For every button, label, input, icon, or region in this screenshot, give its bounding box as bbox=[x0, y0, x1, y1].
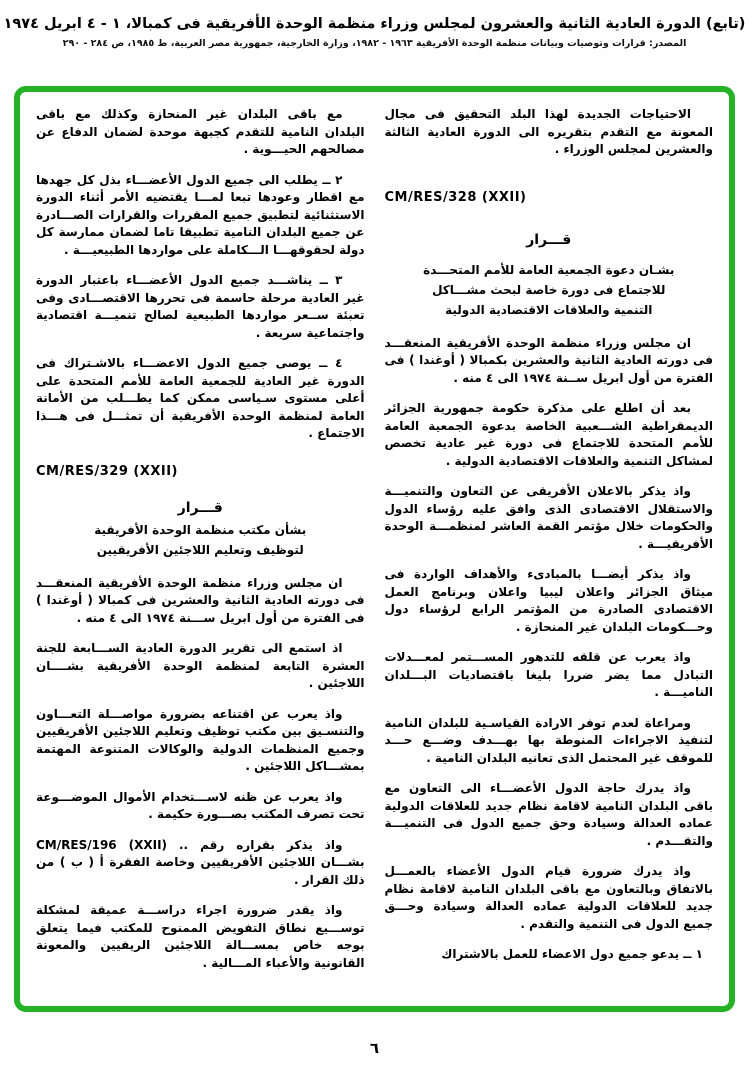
numbered-item: ١ ــ يدعو جميع دول الاعضاء للعمل بالاشتراك bbox=[441, 947, 703, 961]
resolution-ref-328: CM/RES/328 (XXII) bbox=[384, 189, 527, 205]
column-right bbox=[385, 106, 714, 998]
header-source-line: المصدر: قرارات وتوصيات وبيانات منظمة الوحدة الأفريقية ١٩٦٣ - ١٩٨٢، وزارة الخارجية، جمهورية مصر العربية، ط ١٩٨٥، ص ٢٨٤ - ٢٩٠ bbox=[62, 38, 687, 49]
content-frame bbox=[14, 86, 735, 1012]
resolution-subtitle bbox=[385, 260, 714, 320]
paragraph: اذ استمع الى تقرير الدورة العادية الســـابعة للجنة العشرة التابعة لمنظمة الوحدة الأفريقية بشــــان اللاجئين . bbox=[36, 641, 365, 690]
paragraph: واذ يقدر ضرورة اجراء دراســـة عميقة لمشكلة توســـيع نطاق التفويض الممنوح للمكتب فيما يتعلق بوجه خاص بمســـالة اللاجئين الريفيين والمعونة القانونية والأعباء المـــالية . bbox=[36, 903, 365, 970]
resolution-subtitle-line: لتوظيف وتعليم اللاجئين الأفريقيين bbox=[96, 542, 304, 557]
numbered-item: ٤ ــ يوصى جميع الدول الاعضـــاء بالاشـتراك فى الدورة غير العادية للجمعية العامة للأمم المتحدة على أعلى مستوى سـياسى ممكن كما يطـــلب من الأمانة العامة لمنظمة الوحدة الأفريقية أن تمثـــل فى هـــذا الاجتماع . bbox=[36, 356, 365, 440]
paragraph: ان مجلس وزراء منظمة الوحدة الأفريقية المنعقـــد فى دورته العادية الثانية والعشرين فى كمبالا ( أوغندا ) فى الفترة من أول ابريل ســـنة ١٩٧٤ الى ٤ منه . bbox=[36, 575, 365, 625]
paragraph: واذ يدرك ضرورة قيام الدول الأعضاء بالعمـــل بالاتفاق وبالتعاون مع باقى البلدان النامية لاقامة نظام جديد للعلاقات الدولية عماده العدالة وسيادة وحـــق جميع الدول فى التنمية والتقدم . bbox=[384, 864, 713, 931]
resolution-subtitle-line: بشأن مكتب منظمة الوحدة الأفريقية bbox=[94, 522, 307, 537]
paragraph: بعد أن اطلع على مذكرة حكومة جمهورية الجزائر الديمقراطية الشـــعبية الخاصة بدعوة الجمعية العامة للأمم المتحدة للاجتماع فى دورة غير عادية تخصص لمشاكل التنمية والعلاقات الاقتصادية الدولية . bbox=[384, 401, 713, 468]
paragraph: ان مجلس وزراء منظمة الوحدة الأفريقية المنعقـــد فى دورته العادية الثانية والعشرين بكمبالا ( أوغندا ) فى الفترة من أول ابريل ســنة ١٩٧٤ الى ٤ منه . bbox=[384, 335, 713, 385]
paragraph: واذ يذكر بالاعلان الأفريقى عن التعاون والتنميـــة والاستقلال الاقتصادى الذى وافق عليه رؤساء الدول والحكومات خلال مؤتمر القمة العاشر لمنظمـــة الوحدة الأفريقيـــة . bbox=[384, 484, 713, 551]
resolution-subtitle-line: للاجتماع فى دورة خاصة لبحث مشـــاكل bbox=[432, 282, 666, 297]
resolution-ref-329: CM/RES/329 (XXII) bbox=[36, 463, 178, 479]
paragraph: واذ يعرب عن قلقه للتدهور المســـتمر لمعـــدلات التبادل مما يضر ضررا بليغا باقتصاديات البـــلدان الناميـــة . bbox=[384, 650, 713, 699]
resolution-title: قـــرار bbox=[177, 500, 223, 516]
paragraph: واذ يذكر بقراره رقم .. CM/RES/196 (XXII) بشـــان اللاجئين الأفريقيين وخاصة الفقرة أ ( ب ) من ذلك القرار . bbox=[36, 837, 365, 887]
column-left bbox=[36, 106, 365, 998]
paragraph: واذ يذكر أيضـــا بالمبادىء والأهداف الواردة فى ميثاق الجزائر واعلان ليبيا واعلان وبرنامج العمل الاقتصادى الصادرة من المؤتمر الرابع لرؤساء دول وحـــكومات البلدان غير المنحازة . bbox=[384, 567, 713, 634]
two-column-layout bbox=[36, 106, 713, 998]
numbered-item: ٣ ــ يناشـــد جميع الدول الأعضـــاء باعتبار الدورة غير العادية مرحلة حاسمة فى تحررها الاقتصـــادى وفى تعبئة ســعر مواردها الطبيعية لصالح تنميـــة اقتصادية واجتماعية سريعة . bbox=[36, 273, 365, 340]
page-header bbox=[0, 16, 749, 49]
resolution-subtitle-line: التنمية والعلاقات الاقتصادية الدولية bbox=[445, 302, 653, 317]
paragraph: مع باقى البلدان غير المنحازة وكذلك مع باقى البلدان النامية للتقدم كجبهة موحدة لضمان الدفاع عن مصالحهم الحيـــوية . bbox=[36, 107, 365, 156]
paragraph: واذ يدرك حاجة الدول الأعضـــاء الى التعاون مع باقى البلدان النامية لاقامة نظام جديد للعلاقات الدولية عماده العدالة وسيادة وحق جميع الدول فى التنميـــة والتقـــدم . bbox=[384, 781, 713, 848]
paragraph: ومراعاة لعدم توفر الارادة القياسـية للبلدان النامية لتنفيذ الاجراءات المنوطة بها بهـــدف وضـــع حـــد للموقف غير المحتمل الذى تعانيه البلدان النامية . bbox=[384, 715, 713, 765]
paragraph: واذ يعرب عن ظنه لاســـتخدام الأموال الموضـــوعة تحت تصرف المكتب بصـــورة حكيمة . bbox=[36, 789, 365, 821]
resolution-subtitle-line: بشـان دعوة الجمعية العامة للأمم المتحـــدة bbox=[423, 262, 675, 277]
resolution-subtitle bbox=[36, 520, 365, 560]
resolution-title: قـــرار bbox=[526, 232, 572, 248]
numbered-item: ٢ ــ يطلب الى جميع الدول الأعضـــاء بذل كل جهدها مع اقطار وعودها تبعا لمـــا يقتضيه الأمر أثناء الدورة الاستثنائية لتطبيق جميع المقررات والقرارات الصـــادرة عن جميع البلدان النامية تطبيقا تاما لضمان ممارسة كل دولة لحقوقهـــا الـــكاملة على مواردها الطبيعيـــة . bbox=[36, 172, 365, 257]
header-title: (تابع) الدورة العادية الثانية والعشرون لمجلس وزراء منظمة الوحدة الأفريقية فى كمبالا، ١ - ٤ ابريل ١٩٧٤ bbox=[3, 16, 746, 32]
page-number: ٦ bbox=[369, 1039, 380, 1057]
paragraph: واذ يعرب عن اقتناعه بضرورة مواصـــلة التعـــاون والتنسـيق بين مكتب توظيف وتعليم اللاجئين الأفريقيين وجميع المنظمات الدولية والوكالات المتنوعة المهتمة بمشـــاكل اللاجئين . bbox=[36, 706, 365, 773]
paragraph: الاحتياجات الجديدة لهذا البلد التحقيق فى مجال المعونة مع التقدم بتقريره الى الدورة العادية الثالثة والعشرين لمجلس الوزراء . bbox=[384, 107, 713, 156]
